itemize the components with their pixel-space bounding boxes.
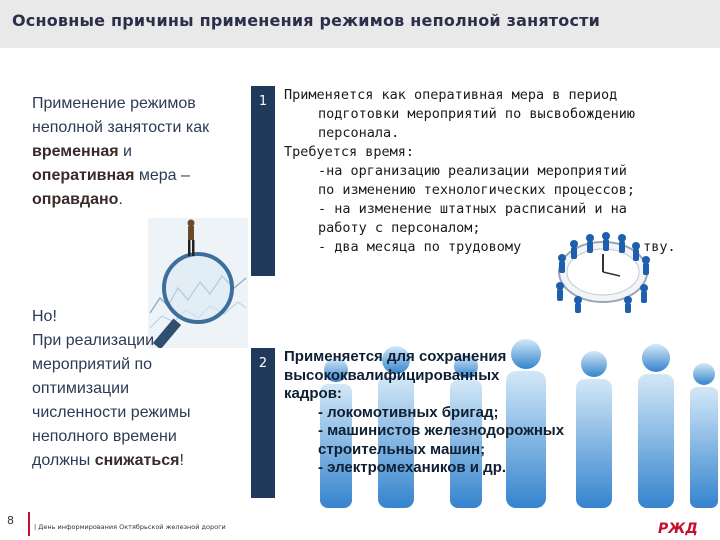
text-fragment: должны — [32, 452, 95, 469]
text-line — [32, 188, 242, 212]
number-bar-1 — [251, 86, 275, 276]
text-line: неполной занятости как — [32, 119, 210, 136]
footer-caption: | День информирования Октябрьской железной дороги — [34, 523, 226, 531]
text-line: численности режимы — [32, 404, 191, 421]
text-line: - два месяца по трудовому тву. — [318, 239, 676, 255]
text-line: Требуется время: — [284, 144, 415, 160]
emphasis: временная — [32, 143, 119, 160]
text-line: неполного времени — [32, 428, 177, 445]
left-statement — [32, 92, 242, 212]
reason-block-2 — [284, 348, 704, 478]
emphasis: снижаться — [94, 452, 180, 469]
text-line: Но! — [32, 308, 57, 325]
page-title: Основные причины применения режимов неполной занятости — [12, 11, 601, 30]
text-fragment: ! — [179, 452, 184, 469]
text-line — [32, 449, 242, 473]
item-number: 2 — [258, 356, 268, 371]
text-line: мероприятий по — [32, 356, 153, 373]
svg-text:РЖД: РЖД — [658, 521, 698, 536]
text-fragment: и — [118, 143, 132, 160]
text-line: - локомотивных бригад; — [318, 403, 499, 421]
text-line: высококвалифицированных — [284, 366, 500, 384]
text-line: -на организацию реализации мероприятий — [318, 163, 627, 179]
left-warning — [32, 305, 242, 473]
text-line: оптимизации — [32, 380, 130, 397]
rzd-logo-icon — [656, 518, 698, 536]
text-fragment: . — [118, 191, 123, 208]
reason-block-1 — [284, 86, 704, 257]
header-bar — [0, 0, 720, 48]
text-line: строительных машин; — [318, 440, 486, 458]
text-line: кадров: — [284, 385, 342, 402]
text-line — [32, 164, 242, 188]
footer-divider — [28, 512, 30, 536]
text-line: - машинистов железнодорожных — [318, 422, 565, 439]
text-line: - на изменение штатных расписаний и на — [318, 201, 627, 217]
emphasis: оправдано — [32, 191, 119, 208]
text-line: Применяется как оперативная мера в период — [284, 87, 618, 103]
page-number: 8 — [7, 514, 14, 527]
text-line: персонала. — [318, 125, 400, 141]
text-line: по изменению технологических процессов; — [318, 182, 635, 198]
footer — [0, 508, 720, 540]
text-line: подготовки мероприятий по высвобождению — [318, 106, 635, 122]
text-line: работу с персоналом; — [318, 220, 481, 236]
text-line: Применение режимов — [32, 95, 196, 112]
text-line — [32, 140, 242, 164]
text-line: При реализации — [32, 332, 155, 349]
text-fragment: мера – — [134, 167, 190, 184]
item-number: 1 — [258, 94, 268, 109]
number-bar-2 — [251, 348, 275, 498]
emphasis: оперативная — [32, 167, 135, 184]
text-line: Применяется для сохранения — [284, 348, 507, 365]
text-line: - электромехаников и др. — [318, 459, 507, 476]
